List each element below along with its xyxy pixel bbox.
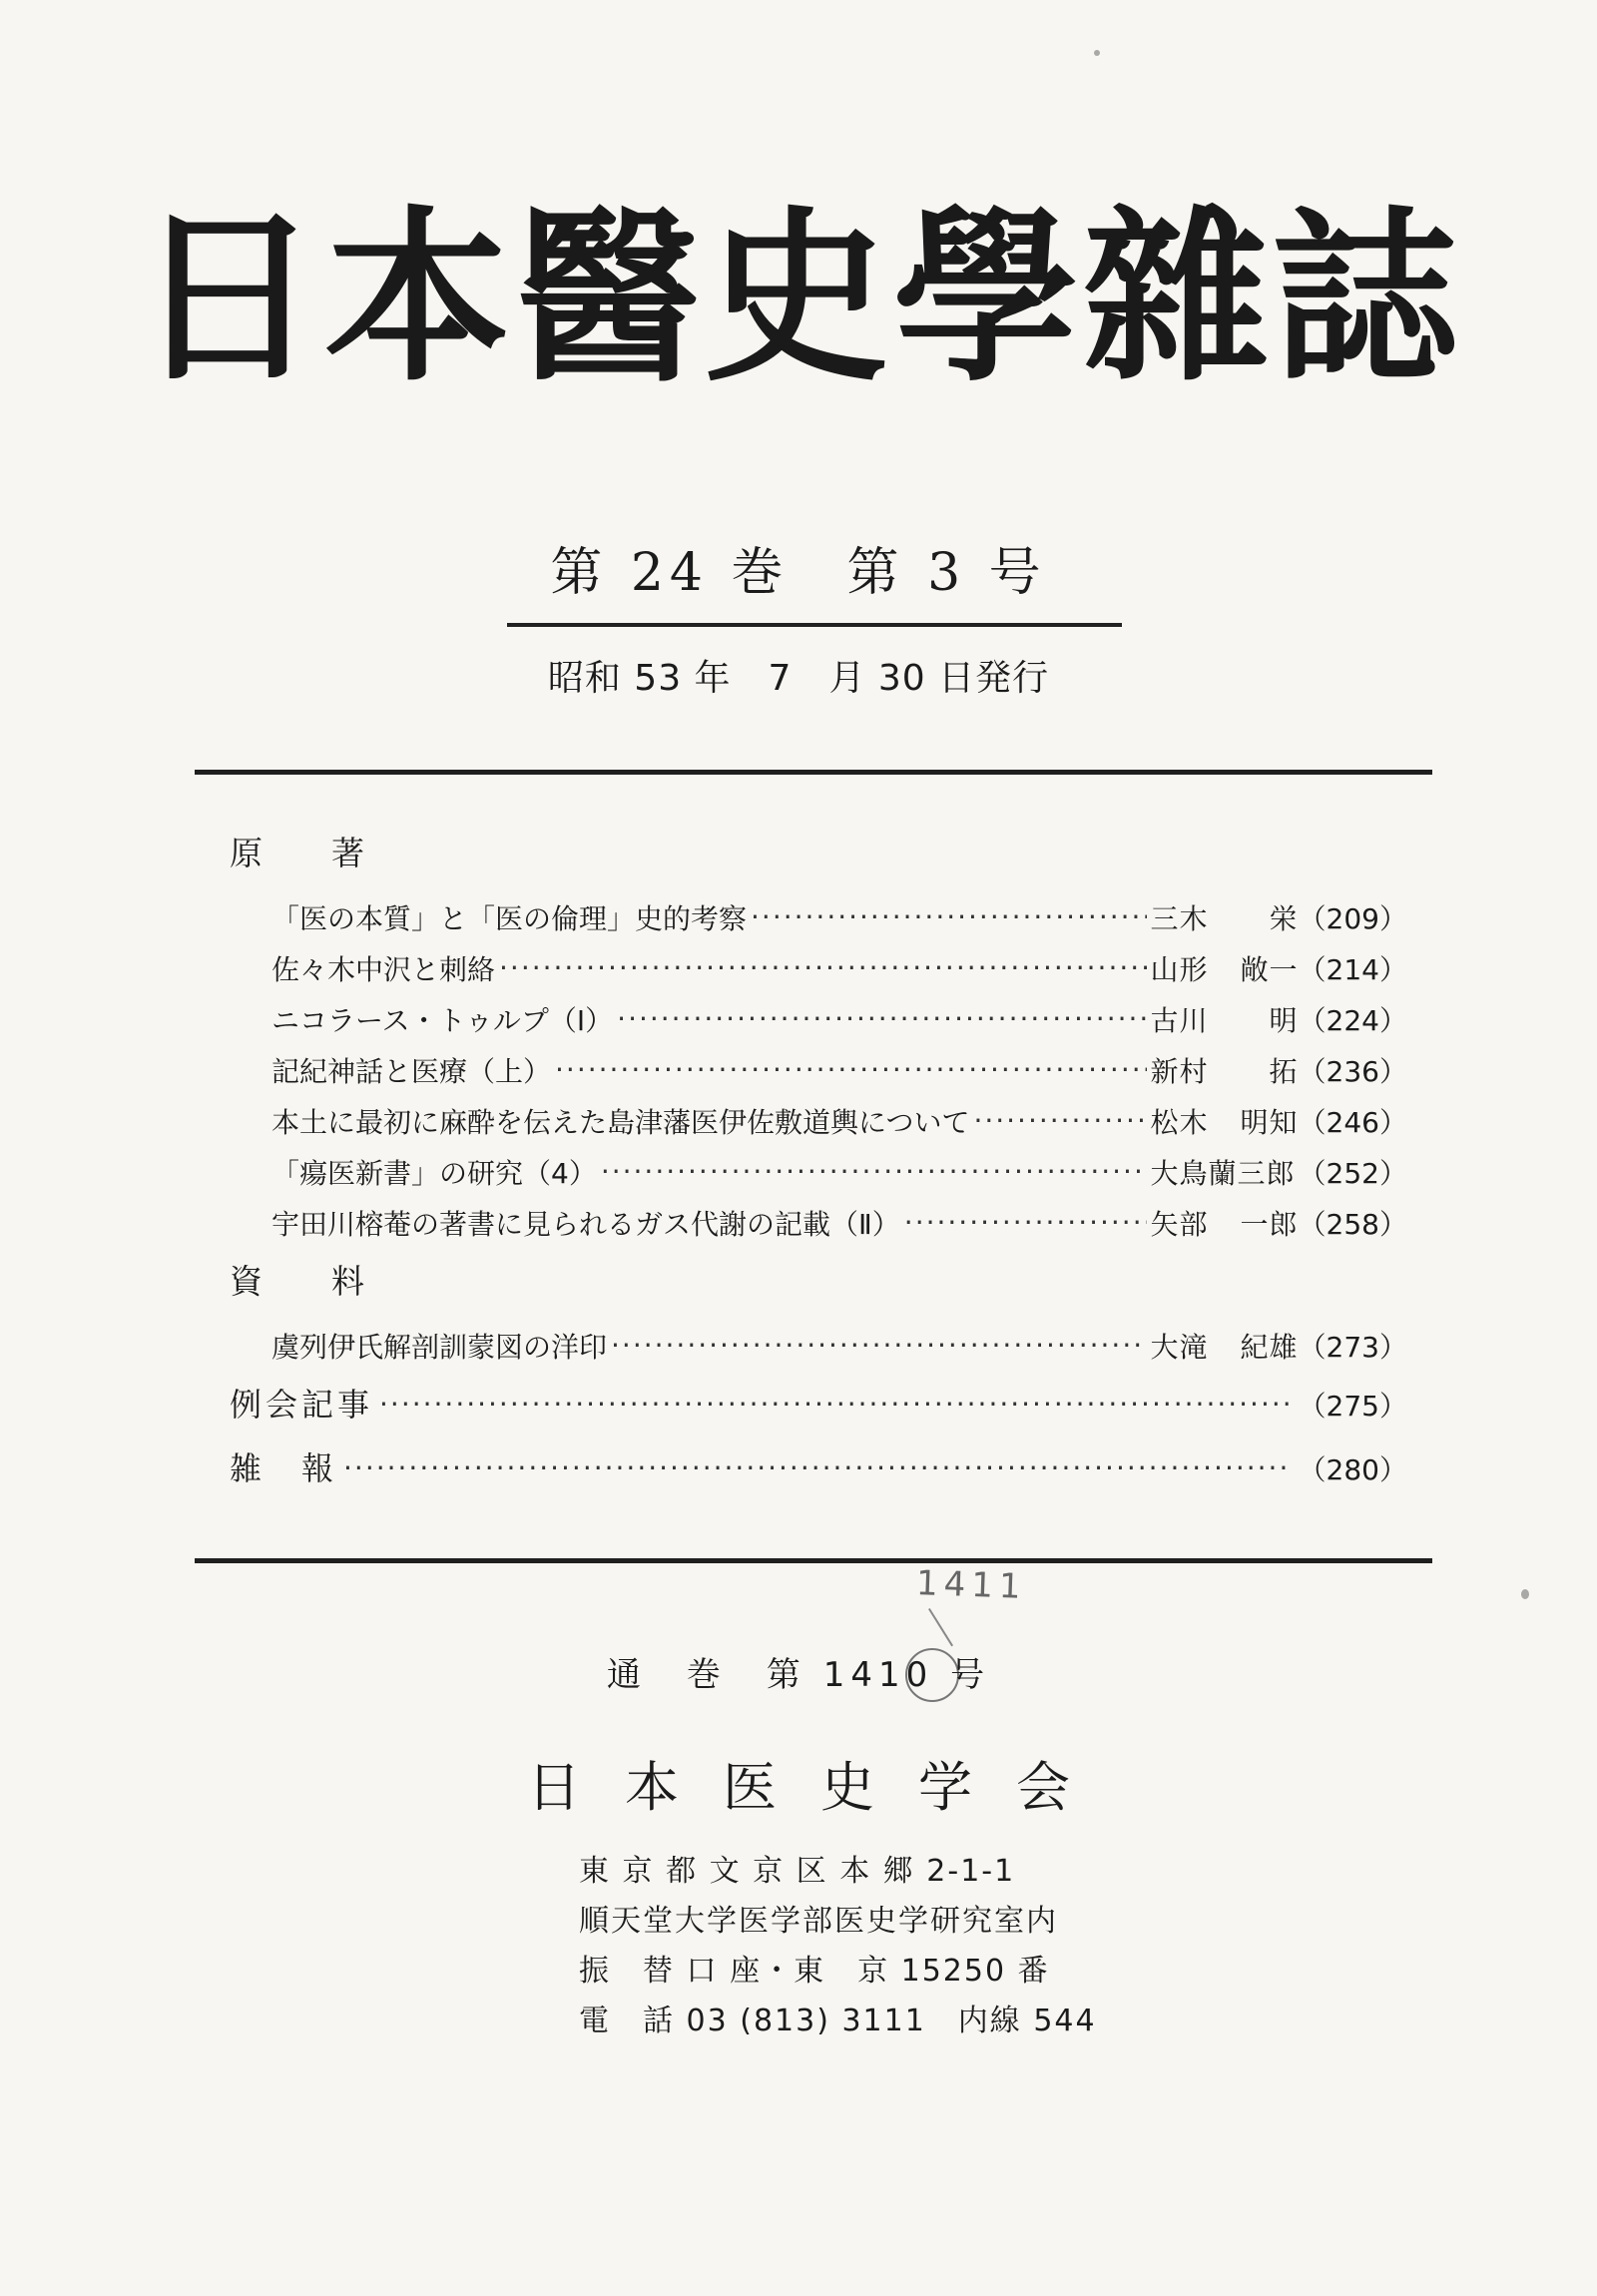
entry-page: （236） xyxy=(1298,1055,1407,1088)
entry-author xyxy=(1151,944,1299,995)
entry-title: 本土に最初に麻酔を伝えた島津藩医伊佐敷道輿について xyxy=(271,1106,970,1139)
scan-speck xyxy=(1521,1589,1529,1599)
entry-page: （214） xyxy=(1298,953,1407,986)
dot-leader xyxy=(379,1373,1293,1436)
entry-author xyxy=(1151,995,1299,1046)
dot-leader xyxy=(343,1436,1293,1500)
toc-entry xyxy=(230,1046,1407,1097)
author-given: 一郎 xyxy=(1240,1208,1299,1241)
toc-miscellaneous xyxy=(230,1436,1407,1500)
entry-author xyxy=(1151,1322,1299,1373)
toc-entry xyxy=(230,1097,1407,1148)
author-family: 矢部 xyxy=(1150,1208,1209,1241)
entry-page: （209） xyxy=(1298,902,1407,935)
toc-section-original xyxy=(230,834,1407,1250)
dot-leader xyxy=(617,993,1146,1044)
author-given: 拓 xyxy=(1269,1055,1299,1088)
author-given: 明知 xyxy=(1240,1106,1299,1139)
table-of-contents xyxy=(230,834,1407,1500)
author-family: 新村 xyxy=(1150,1055,1209,1088)
society-name: 日本医史学会 xyxy=(527,1756,1114,1819)
entry-page: （258） xyxy=(1298,1208,1407,1241)
entry-author xyxy=(1151,1148,1299,1199)
publication-date: 昭和 53 年 7 月 30 日発行 xyxy=(547,658,1050,699)
entry-page: （280） xyxy=(1298,1453,1407,1486)
pencil-stroke xyxy=(928,1608,953,1646)
entry-author xyxy=(1151,1046,1299,1097)
entry-author xyxy=(1151,1097,1299,1148)
address-line: 電 話 03 (813) 3111 内線 544 xyxy=(579,2004,1097,2038)
handwritten-correction: 1411 xyxy=(915,1563,1028,1607)
entry-author xyxy=(1151,893,1299,944)
toc-meeting-reports xyxy=(230,1373,1407,1436)
toc-top-rule xyxy=(195,770,1432,775)
author-given: 敞一 xyxy=(1240,953,1299,986)
author-given: 明 xyxy=(1269,1004,1299,1037)
toc-entry xyxy=(230,995,1407,1046)
society-address xyxy=(579,1847,1098,2046)
entry-author xyxy=(1151,1199,1299,1250)
dot-leader xyxy=(601,1146,1147,1197)
issue-underline xyxy=(507,623,1122,627)
entry-title: 宇田川榕菴の著書に見られるガス代謝の記載（Ⅱ） xyxy=(271,1208,900,1241)
toc-entry xyxy=(230,1199,1407,1250)
author-given: 栄 xyxy=(1269,902,1299,935)
dot-leader xyxy=(611,1320,1147,1371)
author-family: 山形 xyxy=(1150,953,1209,986)
entry-title: 「医の本質」と「医の倫理」史的考察 xyxy=(271,902,748,935)
address-line: 順天堂大学医学部医史学研究室内 xyxy=(579,1904,1058,1939)
dot-leader xyxy=(751,891,1147,942)
toc-entry xyxy=(230,1322,1407,1373)
entry-title: ニコラース・トゥルプ（Ⅰ） xyxy=(271,1004,614,1037)
dot-leader xyxy=(904,1197,1147,1248)
author-family: 三木 xyxy=(1150,902,1209,935)
section-gap xyxy=(230,1250,1407,1262)
entry-title: 「瘍医新書」の研究（4） xyxy=(271,1157,597,1190)
entry-page: （224） xyxy=(1298,1004,1407,1037)
journal-title: 日本醫史學雜誌 xyxy=(134,188,1462,406)
entry-page: （252） xyxy=(1298,1157,1407,1190)
section-heading: 原 著 xyxy=(230,834,382,872)
entry-page: （273） xyxy=(1298,1331,1407,1364)
scan-speck xyxy=(1094,50,1100,56)
toc-section-materials xyxy=(230,1262,1407,1373)
issue-number: 第 24 巻 第 3 号 xyxy=(550,543,1047,603)
toc-bottom-rule xyxy=(195,1558,1432,1563)
section-name: 例会記事 xyxy=(230,1386,374,1424)
author-family: 松木 xyxy=(1150,1106,1209,1139)
address-line: 振 替 口 座・東 京 15250 番 xyxy=(579,1954,1050,1989)
section-heading: 資 料 xyxy=(230,1262,382,1301)
toc-entry xyxy=(230,893,1407,944)
author-family: 大鳥蘭三郎 xyxy=(1150,1157,1296,1190)
toc-entry xyxy=(230,944,1407,995)
author-family: 古川 xyxy=(1150,1004,1209,1037)
entry-title: 佐々木中沢と刺絡 xyxy=(271,953,496,986)
dot-leader xyxy=(973,1095,1146,1146)
section-name: 雑 報 xyxy=(230,1449,338,1487)
author-family: 大滝 xyxy=(1150,1331,1209,1364)
dot-leader xyxy=(555,1044,1147,1095)
dot-leader xyxy=(499,942,1147,993)
entry-page: （246） xyxy=(1298,1106,1407,1139)
entry-title: 虞列伊氏解剖訓蒙図の洋印 xyxy=(271,1331,608,1364)
entry-page: （275） xyxy=(1298,1390,1407,1423)
author-given: 紀雄 xyxy=(1240,1331,1299,1364)
address-line: 東 京 都 文 京 区 本 郷 2-1-1 xyxy=(579,1854,1016,1889)
entry-title: 記紀神話と医療（上） xyxy=(271,1055,552,1088)
toc-entry xyxy=(230,1148,1407,1199)
serial-number: 通 巻 第 1410 号 xyxy=(606,1655,991,1695)
